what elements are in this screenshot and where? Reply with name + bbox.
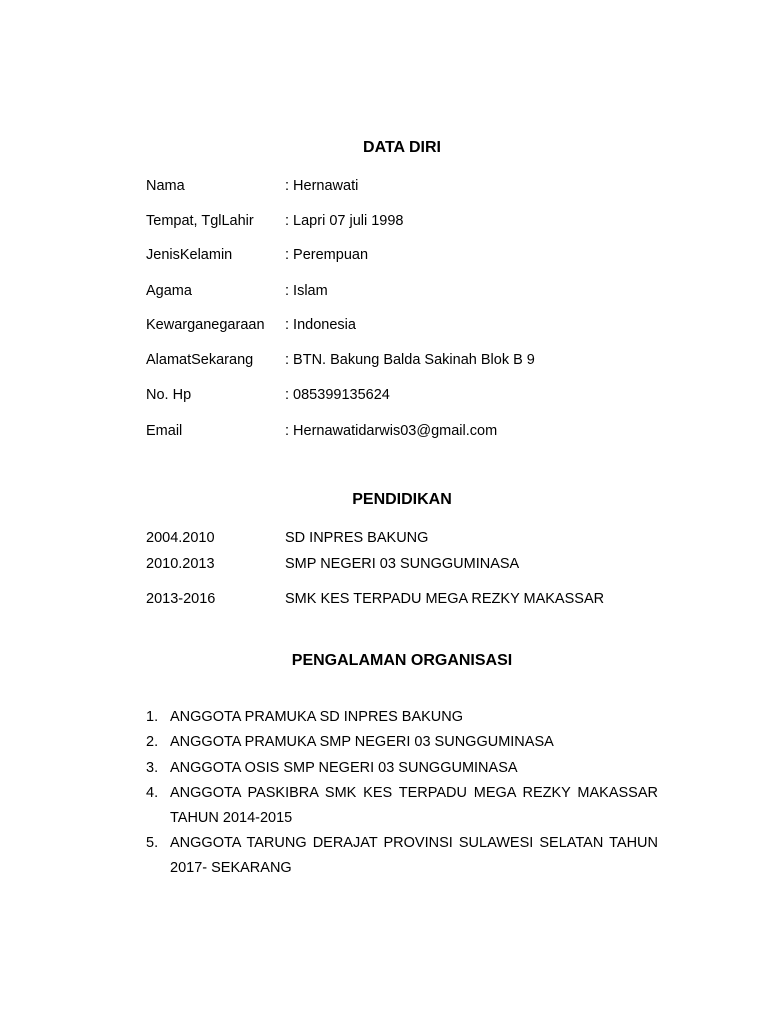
personal-row-birth [146, 212, 658, 230]
list-text: ANGGOTA TARUNG DERAJAT PROVINSI SULAWESI SELATAN TAHUN 2017- SEKARANG [170, 835, 658, 876]
row-value: : Hernawati [285, 178, 359, 194]
row-label: Agama [146, 283, 192, 299]
list-number: 5. [146, 835, 159, 851]
personal-row-nationality [146, 316, 658, 334]
row-value: : Indonesia [285, 317, 356, 333]
education-row [146, 529, 658, 547]
education-school: SD INPRES BAKUNG [285, 530, 429, 546]
education-school: SMK KES TERPADU MEGA REZKY MAKASSAR [285, 591, 605, 607]
row-value: : Islam [285, 283, 328, 299]
list-number: 4. [146, 785, 159, 801]
list-text: ANGGOTA PRAMUKA SD INPRES BAKUNG [170, 709, 464, 725]
personal-row-nama [146, 177, 658, 195]
row-label: Kewarganegaraan [146, 317, 265, 333]
personal-row-phone [146, 386, 658, 404]
personal-row-gender [146, 246, 658, 264]
data-diri-heading: DATA DIRI [363, 139, 441, 156]
row-value: : Lapri 07 juli 1998 [285, 213, 404, 229]
pendidikan-heading: PENDIDIKAN [352, 491, 452, 508]
row-value: : Perempuan [285, 247, 369, 263]
row-value: : Hernawatidarwis03@gmail.com [285, 423, 498, 439]
row-label: Email [146, 423, 183, 439]
list-number: 3. [146, 760, 159, 776]
education-year: 2010.2013 [146, 556, 215, 572]
list-text: ANGGOTA PRAMUKA SMP NEGERI 03 SUNGGUMINASA [170, 734, 554, 750]
personal-row-email [146, 422, 658, 440]
row-label: JenisKelamin [146, 247, 233, 263]
row-label: Tempat, TglLahir [146, 213, 254, 229]
personal-row-religion [146, 282, 658, 300]
personal-row-address [146, 351, 658, 369]
education-row [146, 555, 658, 573]
row-value: : BTN. Bakung Balda Sakinah Blok B 9 [285, 352, 535, 368]
education-school: SMP NEGERI 03 SUNGGUMINASA [285, 556, 520, 572]
education-year: 2013-2016 [146, 591, 216, 607]
row-label: No. Hp [146, 387, 192, 403]
list-number: 1. [146, 709, 159, 725]
list-number: 2. [146, 734, 159, 750]
education-row [146, 590, 658, 608]
list-text: ANGGOTA OSIS SMP NEGERI 03 SUNGGUMINASA [170, 760, 518, 776]
row-value: : 085399135624 [285, 387, 390, 403]
education-year: 2004.2010 [146, 530, 215, 546]
row-label: Nama [146, 178, 185, 194]
organisasi-heading: PENGALAMAN ORGANISASI [291, 652, 513, 669]
row-label: AlamatSekarang [146, 352, 254, 368]
list-text: ANGGOTA PASKIBRA SMK KES TERPADU MEGA REZKY MAKASSAR TAHUN 2014-2015 [170, 785, 658, 826]
